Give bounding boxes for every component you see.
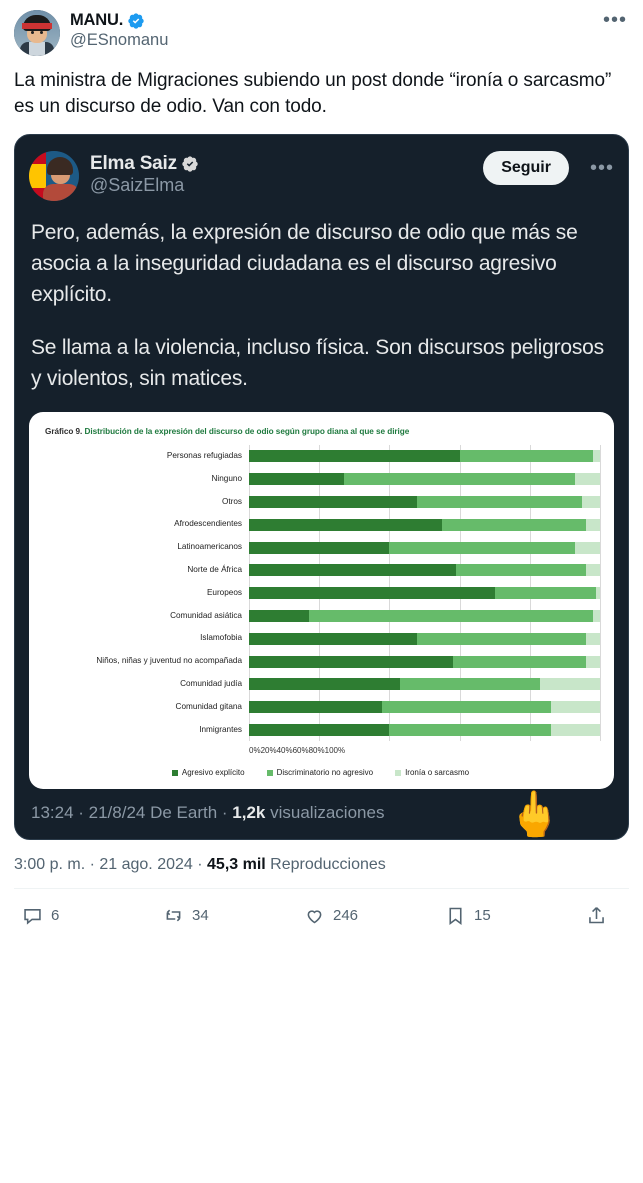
chart-plot-area	[249, 445, 600, 741]
chart-bar-segment	[453, 656, 586, 668]
chart-category-label: Norte de África	[187, 564, 242, 574]
chart-category-label: Ninguno	[211, 473, 242, 483]
chart-bar-segment	[249, 473, 344, 485]
chart-legend-label: Ironía o sarcasmo	[405, 768, 470, 778]
chart-x-axis-ticks	[249, 746, 345, 755]
quoted-handle[interactable]: @SaizElma	[90, 175, 185, 195]
chart-bar-segment	[249, 656, 453, 668]
chart-bar-row	[249, 719, 600, 742]
chart-bar-row	[249, 605, 600, 628]
chart-category-label: Personas refugiadas	[166, 451, 242, 460]
retweet-button[interactable]	[163, 905, 304, 926]
chart-category-label: Inmigrantes	[199, 724, 242, 734]
chart-bar-segment	[389, 542, 575, 554]
quoted-author-names	[90, 151, 472, 196]
verified-badge-icon	[181, 155, 199, 173]
chart-bar-segment	[249, 701, 382, 713]
chart-bar-row	[249, 513, 600, 536]
verified-badge-icon	[127, 12, 145, 30]
chart-bar-row	[249, 445, 600, 468]
chart-bar-segment	[586, 564, 600, 576]
share-icon	[586, 905, 607, 926]
chart-bar-segment	[249, 724, 389, 736]
chart-bar-segment	[400, 678, 540, 690]
chart-bar-row	[249, 468, 600, 491]
chart-bar-row	[249, 582, 600, 605]
chart-bar-segment	[540, 678, 600, 690]
tweet-timestamp	[14, 856, 629, 888]
retweet-icon	[163, 905, 184, 926]
chart-legend-label: Discriminatorio no agresivo	[276, 768, 374, 778]
chart-bar-segment	[309, 610, 593, 622]
chart-bar-segment	[249, 542, 389, 554]
chart-bar-segment	[586, 633, 600, 645]
follow-button[interactable]: Seguir	[483, 151, 569, 185]
chart-bar-segment	[389, 724, 550, 736]
chart-category-label: Afrodescendientes	[174, 519, 242, 529]
quoted-meta-time: 13:24 · 21/8/24 De Earth ·	[31, 803, 233, 823]
chart-bars	[249, 445, 600, 741]
more-options-icon[interactable]: •••	[602, 9, 627, 31]
chart-bar-row	[249, 491, 600, 514]
quoted-header	[15, 135, 628, 201]
quoted-display-name[interactable]: Elma Saiz	[90, 153, 177, 174]
quoted-paragraph-1: Pero, además, la expresión de discurso de odio que más se asocia a la inseguridad ciudadana es el discurso agresivo explícito.	[31, 221, 578, 306]
chart-bar-segment	[249, 496, 417, 508]
chart-bar-segment	[382, 701, 550, 713]
chart-x-tick: 40%	[276, 746, 293, 756]
bookmark-count: 15	[474, 907, 491, 925]
chart-title-text: Distribución de la expresión del discurso de odio según grupo diana al que se dirige	[84, 427, 410, 436]
chart-bar-segment	[249, 587, 495, 599]
chart-legend	[41, 768, 600, 777]
reply-button[interactable]	[22, 905, 163, 926]
author-display-name[interactable]: MANU.	[70, 11, 124, 29]
chart-category-label: Comunidad asiática	[170, 610, 242, 620]
retweet-count: 34	[192, 907, 209, 925]
reply-count: 6	[51, 907, 60, 925]
quoted-views-count: 1,2k	[232, 803, 266, 823]
chart-bar-segment	[582, 496, 600, 508]
chart-bar-segment	[344, 473, 576, 485]
chart-bar-segment	[596, 587, 600, 599]
chart-bar-row	[249, 650, 600, 673]
chart-category-label: Islamofobia	[200, 633, 242, 643]
tweet-actions	[14, 889, 629, 926]
chart-bar-segment	[495, 587, 597, 599]
quoted-avatar[interactable]	[29, 151, 79, 201]
chart-bar-segment	[442, 519, 586, 531]
chart-legend-item	[172, 768, 245, 777]
quoted-text	[15, 201, 628, 394]
chart-bar-segment	[249, 610, 309, 622]
chart-category-label: Latinoamericanos	[177, 542, 242, 552]
chart-bar-segment	[551, 724, 600, 736]
bookmark-button[interactable]	[445, 905, 586, 926]
author-names	[70, 10, 593, 50]
chart-bar-segment	[417, 496, 582, 508]
chart-bar-segment	[249, 678, 400, 690]
chart-bar-row	[249, 559, 600, 582]
chart-bar-row	[249, 673, 600, 696]
chart-title	[45, 427, 600, 436]
chart-bar-row	[249, 627, 600, 650]
chart-title-prefix: Gráfico 9.	[45, 427, 85, 436]
share-button[interactable]	[586, 905, 621, 926]
pointing-hand-emoji: 🖕	[507, 790, 562, 840]
chart-bar-segment	[575, 473, 600, 485]
chart-bar-segment	[593, 610, 600, 622]
chart-bar-segment	[460, 450, 593, 462]
chart-bar-row	[249, 696, 600, 719]
heart-icon	[304, 905, 325, 926]
chart-bar-segment	[456, 564, 586, 576]
tweet-views-count: 45,3 mil	[207, 856, 266, 874]
chart-bar-segment	[586, 656, 600, 668]
chart-category-label: Comunidad gitana	[175, 701, 242, 711]
like-count: 246	[333, 907, 359, 925]
chart-axis-row	[41, 741, 600, 755]
chart-category-label: Niños, niñas y juventud no acompañada	[96, 656, 242, 666]
reply-icon	[22, 905, 43, 926]
chart-category-label: Otros	[221, 496, 242, 506]
quoted-views-label: visualizaciones	[265, 803, 385, 823]
quoted-paragraph-2: Se llama a la violencia, incluso física. Son discursos peligrosos y violentos, sin matices.	[31, 336, 604, 390]
tweet-time-text: 3:00 p. m. · 21 ago. 2024 ·	[14, 856, 208, 874]
chart-bar-segment	[249, 633, 417, 645]
bookmark-icon	[445, 905, 466, 926]
chart-bar-segment	[586, 519, 600, 531]
chart-category-label: Comunidad judía	[180, 678, 242, 688]
tweet-text: La ministra de Migraciones subiendo un post donde “ironía o sarcasmo” es un discurso de odio. Van con todo.	[14, 70, 612, 117]
chart-bar-segment	[551, 701, 600, 713]
quoted-name-row	[90, 153, 472, 175]
chart-bar-segment	[593, 450, 600, 462]
chart-bar-segment	[249, 450, 460, 462]
chart-x-tick: 80%	[308, 746, 325, 756]
chart-x-tick: 20%	[260, 746, 277, 756]
chart-x-tick: 100%	[324, 746, 346, 756]
chart-legend-label: Agresivo explícito	[181, 768, 245, 778]
like-button[interactable]	[304, 905, 445, 926]
author-name-row	[70, 11, 593, 30]
chart-category-label: Europeos	[206, 587, 242, 597]
chart-bar-segment	[249, 564, 456, 576]
chart-body	[41, 445, 600, 741]
avatar[interactable]	[14, 10, 60, 56]
more-options-icon[interactable]: •••	[589, 157, 614, 179]
chart-bar-segment	[575, 542, 600, 554]
chart-legend-item	[395, 768, 469, 777]
tweet-views-label: Reproducciones	[265, 856, 386, 874]
chart-bar-row	[249, 536, 600, 559]
chart-x-tick: 60%	[292, 746, 309, 756]
chart-x-tick: 0%	[249, 746, 261, 756]
chart-legend-item	[267, 768, 373, 777]
tweet-header	[14, 10, 629, 56]
quoted-tweet-card[interactable]	[14, 134, 629, 840]
chart-bar-segment	[417, 633, 585, 645]
chart-bar-segment	[249, 519, 442, 531]
chart-category-labels	[41, 445, 249, 741]
author-handle[interactable]: @ESnomanu	[70, 31, 169, 49]
